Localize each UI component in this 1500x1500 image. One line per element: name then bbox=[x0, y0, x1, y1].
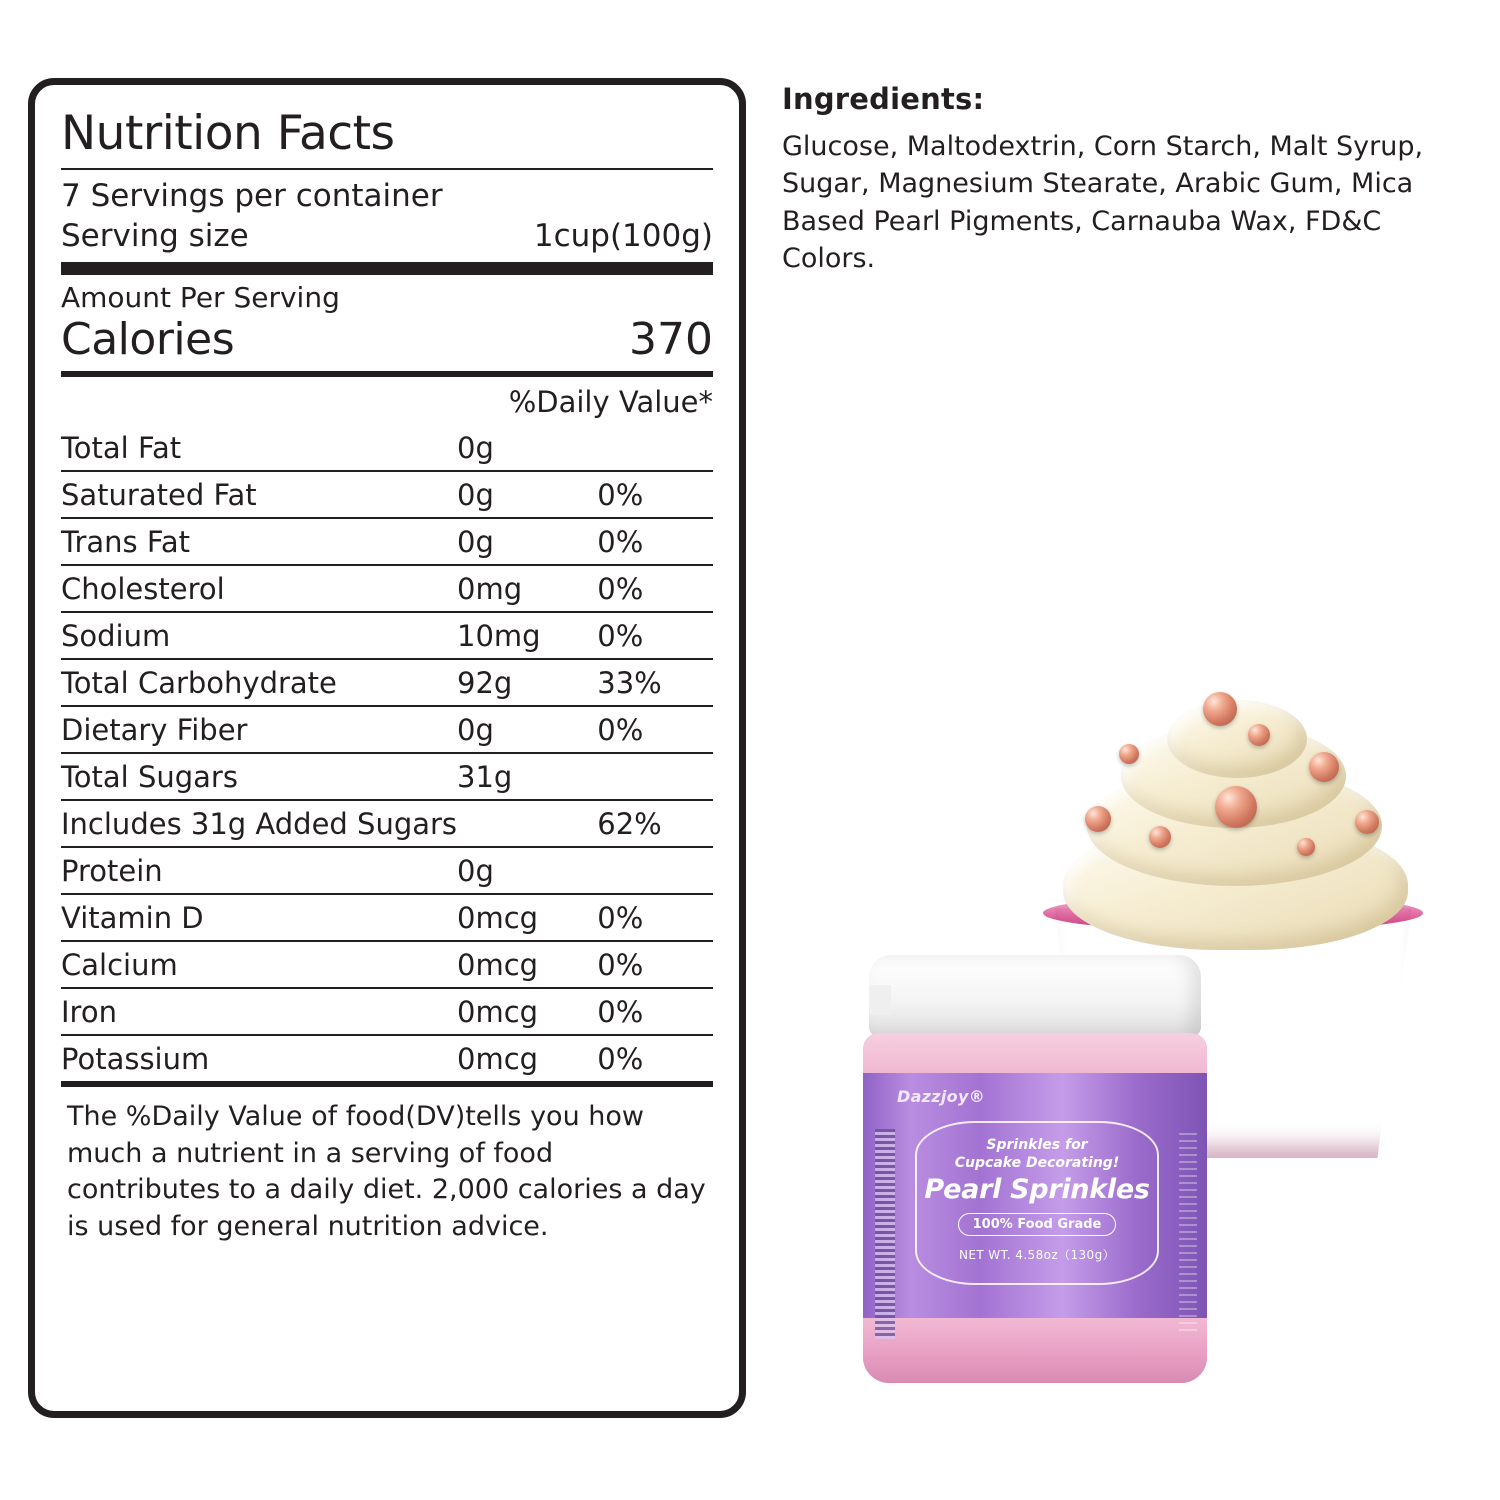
nutrient-dv: 0% bbox=[597, 471, 713, 518]
nutrient-amount: 0g bbox=[457, 518, 597, 565]
calories-value: 370 bbox=[629, 314, 713, 366]
nutrient-amount: 0mcg bbox=[457, 988, 597, 1035]
nutrient-name: Total Fat bbox=[61, 425, 457, 471]
nutrient-dv: 0% bbox=[597, 706, 713, 753]
table-row bbox=[61, 800, 713, 847]
table-row bbox=[61, 612, 713, 659]
pearl-sprinkle bbox=[1215, 786, 1257, 828]
nutrient-dv: 0% bbox=[597, 612, 713, 659]
pearl-sprinkle bbox=[1248, 724, 1270, 746]
nutrient-name: Cholesterol bbox=[61, 565, 457, 612]
servings-per-container: 7 Servings per container bbox=[61, 178, 443, 215]
nutrient-dv: 0% bbox=[597, 1042, 644, 1077]
nutrient-name: Potassium bbox=[61, 1042, 210, 1077]
nutrient-amount: 0g bbox=[457, 847, 597, 894]
nutrient-table bbox=[61, 425, 713, 1081]
calories-row bbox=[61, 314, 713, 371]
nutrient-name: Protein bbox=[61, 847, 457, 894]
label-frame bbox=[915, 1121, 1159, 1285]
nutrient-name: Dietary Fiber bbox=[61, 706, 457, 753]
table-row bbox=[61, 706, 713, 753]
nutrient-amount: 92g bbox=[457, 659, 597, 706]
nutrition-facts-panel bbox=[28, 78, 746, 1418]
nutrient-table-body bbox=[61, 425, 713, 1081]
frosting-swirl-top bbox=[1167, 700, 1307, 778]
table-row bbox=[61, 941, 713, 988]
ingredients-body: Glucose, Maltodextrin, Corn Starch, Malt Syrup, Sugar, Magnesium Stearate, Arabic Gum, Mica Based Pearl Pigments, Carnauba Wax, FD&C Colors. bbox=[782, 131, 1424, 274]
nutrient-amount: 0mg bbox=[457, 565, 597, 612]
nutrient-name: Vitamin D bbox=[61, 894, 457, 941]
sprinkles-jar-image bbox=[855, 955, 1215, 1385]
product-tagline-line2: Cupcake Decorating! bbox=[954, 1154, 1120, 1171]
serving-size-value: 1cup(100g) bbox=[533, 218, 713, 255]
nutrient-dv: 0% bbox=[597, 988, 713, 1035]
ingredients-title: Ingredients: bbox=[782, 82, 985, 116]
jar-lid bbox=[869, 955, 1201, 1037]
table-row bbox=[61, 565, 713, 612]
jar-contents-top bbox=[863, 1033, 1207, 1075]
food-grade-badge: 100% Food Grade bbox=[958, 1213, 1117, 1236]
nutrient-amount: 10mg bbox=[457, 612, 597, 659]
amount-per-serving-label: Amount Per Serving bbox=[61, 281, 340, 315]
pearl-sprinkle bbox=[1297, 838, 1315, 856]
nutrition-facts-title: Nutrition Facts bbox=[61, 106, 395, 161]
nutrient-dv: 62% bbox=[597, 800, 713, 847]
label-side-text bbox=[1179, 1133, 1197, 1333]
nutrient-name: Total Sugars bbox=[61, 753, 457, 800]
pearl-sprinkle bbox=[1085, 806, 1111, 832]
cupcake-frosting bbox=[1063, 700, 1408, 930]
serving-size-label: Serving size bbox=[61, 218, 249, 255]
nutrient-name: Iron bbox=[61, 988, 457, 1035]
nutrient-dv bbox=[597, 425, 713, 471]
jar-label bbox=[863, 1073, 1207, 1318]
nutrient-name: Saturated Fat bbox=[61, 471, 457, 518]
pearl-sprinkle bbox=[1149, 826, 1171, 848]
brand-name: Dazzjoy® bbox=[897, 1087, 986, 1106]
ingredients-section bbox=[782, 82, 1482, 277]
jar-contents-bottom bbox=[863, 1313, 1207, 1383]
pearl-sprinkle bbox=[1203, 692, 1237, 726]
jar-body bbox=[863, 1033, 1207, 1383]
nutrient-amount: 0mcg bbox=[457, 1042, 539, 1077]
daily-value-footnote: The %Daily Value of food(DV)tells you how much a nutrient in a serving of food contributes to a daily diet. 2,000 calories a day is used for general nutrition advice. bbox=[67, 1101, 706, 1242]
pearl-sprinkle bbox=[1309, 752, 1339, 782]
pearl-sprinkle bbox=[1119, 744, 1139, 764]
product-name: Pearl Sprinkles bbox=[924, 1174, 1150, 1205]
barcode-icon bbox=[875, 1129, 895, 1339]
nutrient-name: Trans Fat bbox=[61, 518, 457, 565]
pearl-sprinkle bbox=[1355, 810, 1379, 834]
nutrient-amount: 0mcg bbox=[457, 894, 597, 941]
product-photo-area bbox=[800, 600, 1480, 1400]
nutrient-amount: 0mcg bbox=[457, 941, 597, 988]
nutrient-amount bbox=[457, 800, 597, 847]
jar-lid-tab bbox=[869, 985, 891, 1015]
nutrient-amount: 0g bbox=[457, 471, 597, 518]
nutrient-name: Sodium bbox=[61, 612, 457, 659]
nutrient-name: Calcium bbox=[61, 941, 457, 988]
nutrient-dv: 0% bbox=[597, 518, 713, 565]
net-weight: NET WT. 4.58oz（130g） bbox=[959, 1248, 1115, 1262]
table-row bbox=[61, 471, 713, 518]
divider-thick-top bbox=[61, 262, 713, 275]
table-row bbox=[61, 988, 713, 1035]
table-row bbox=[61, 753, 713, 800]
nutrient-amount: 31g bbox=[457, 753, 597, 800]
table-row bbox=[61, 1035, 713, 1081]
nutrient-amount: 0g bbox=[457, 425, 597, 471]
serving-size-row bbox=[61, 216, 713, 262]
table-row bbox=[61, 894, 713, 941]
calories-label: Calories bbox=[61, 314, 235, 366]
nutrient-dv bbox=[597, 847, 713, 894]
table-row bbox=[61, 659, 713, 706]
table-row bbox=[61, 425, 713, 471]
product-tagline-line1: Sprinkles for bbox=[986, 1137, 1088, 1153]
nutrient-name: Total Carbohydrate bbox=[61, 659, 457, 706]
nutrient-dv: 33% bbox=[597, 659, 713, 706]
table-row bbox=[61, 518, 713, 565]
daily-value-header: %Daily Value* bbox=[508, 385, 713, 420]
nutrient-amount: 0g bbox=[457, 706, 597, 753]
nutrient-dv bbox=[597, 753, 713, 800]
nutrient-dv: 0% bbox=[597, 941, 713, 988]
nutrient-dv: 0% bbox=[597, 894, 713, 941]
table-row bbox=[61, 847, 713, 894]
nutrient-name: Includes 31g Added Sugars bbox=[61, 800, 457, 847]
nutrient-dv: 0% bbox=[597, 565, 713, 612]
